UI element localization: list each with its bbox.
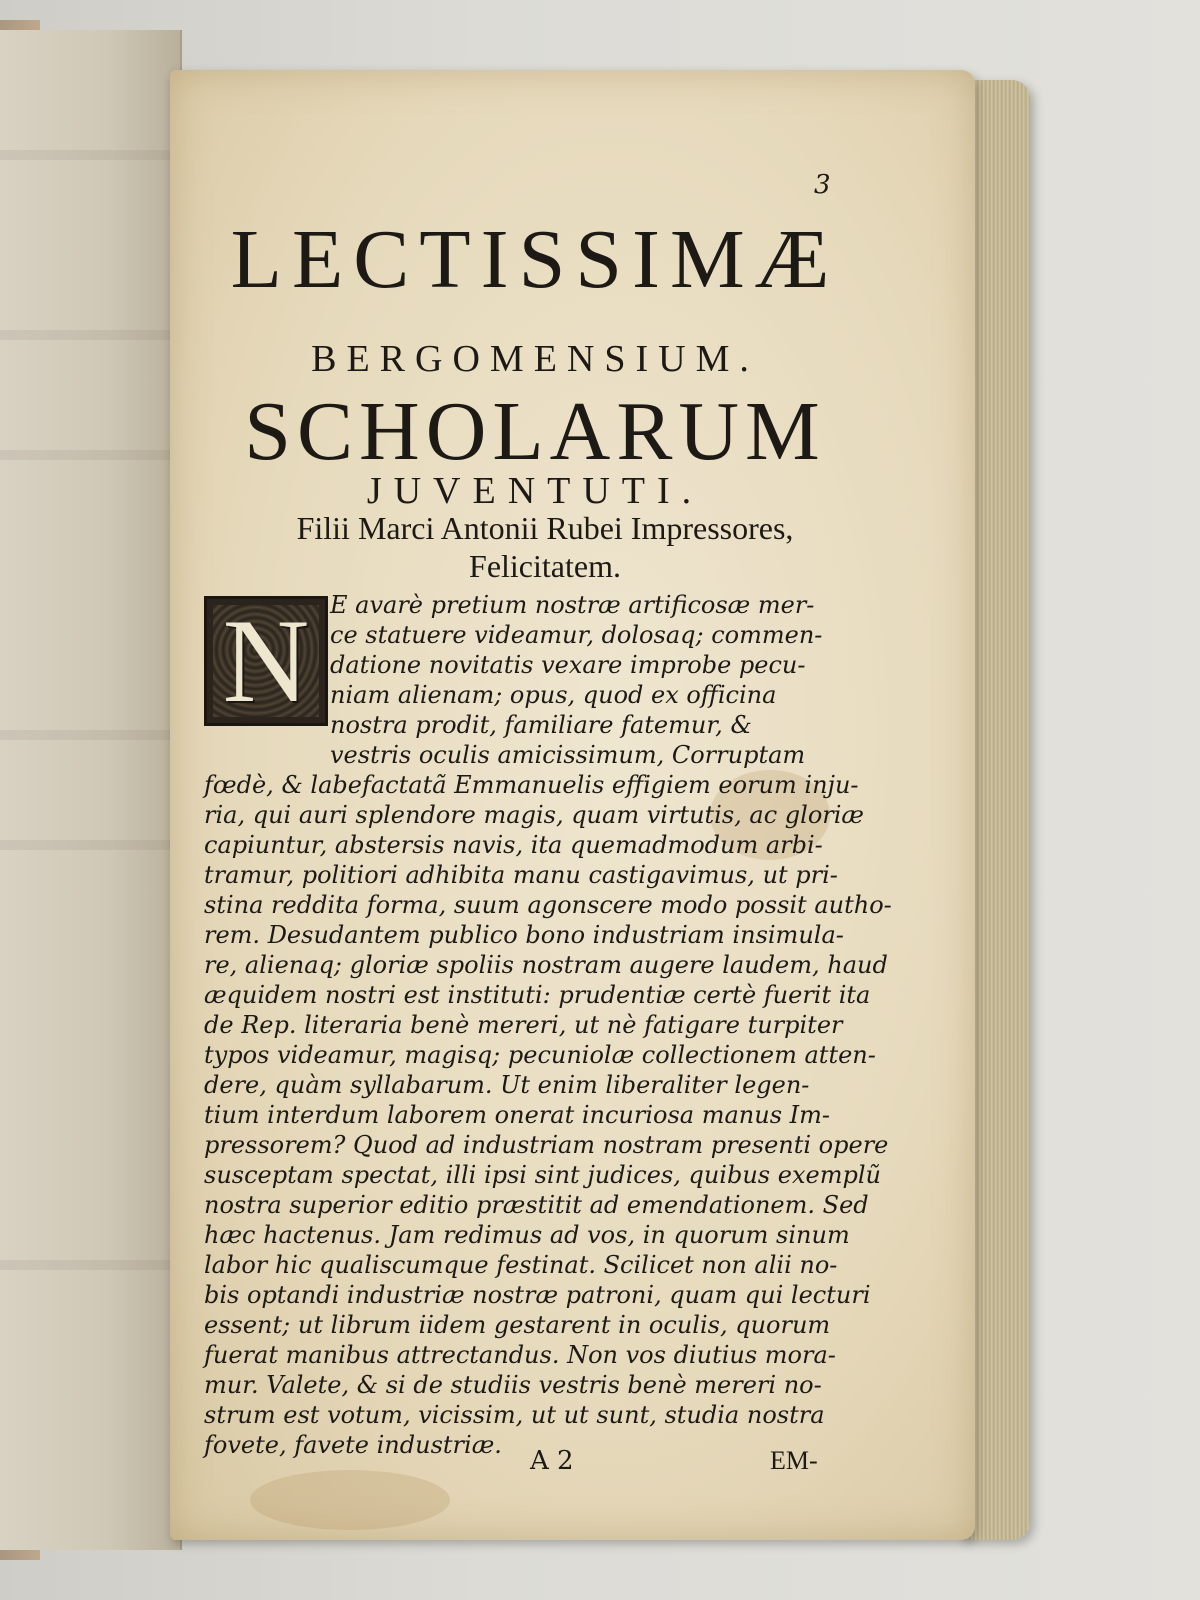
body-line: hæc hactenus. Jam redimus ad vos, in quorum sinum (204, 1221, 850, 1249)
body-line: susceptam spectat, illi ipsi sint judices, quibus exemplũ (204, 1161, 881, 1189)
body-line: fœdè, & labefactatã Emmanuelis effigiem eorum inju- (204, 771, 859, 799)
heading-line-3: SCHOLARUM (244, 385, 826, 478)
initial-letter: N (222, 596, 310, 726)
catchword: EM- (770, 1446, 818, 1475)
body-line: ria, qui auri splendore magis, quam virtutis, ac gloriæ (204, 801, 864, 829)
heading-line-5: Filii Marci Antonii Rubei Impressores, (296, 510, 794, 546)
body-text (204, 590, 892, 1460)
body-line: pressorem? Quod ad industriam nostram presenti opere (204, 1131, 889, 1159)
body-line: typos videamur, magisq; pecuniolæ collectionem atten- (204, 1041, 876, 1069)
signature-mark: A 2 (530, 1446, 574, 1476)
body-line: ce statuere videamur, dolosaq; commen- (330, 621, 823, 649)
body-line: æquidem nostri est instituti: prudentiæ certè fuerit ita (204, 981, 871, 1009)
body-line: nostra prodit, familiare fatemur, & (330, 711, 752, 739)
body-line: datione novitatis vexare improbe pecu- (330, 651, 806, 679)
body-line: tramur, politiori adhibita manu castigavimus, ut pri- (204, 861, 838, 889)
page-number: 3 (814, 170, 831, 200)
body-line: de Rep. literaria benè mereri, ut nè fatigare turpiter (204, 1011, 843, 1039)
body-line: re, alienaq; gloriæ spoliis nostram augere laudem, haud (204, 951, 888, 979)
body-line: nostra superior editio præstitit ad emendationem. Sed (204, 1191, 869, 1219)
body-line: stina reddita forma, suum agonscere modo possit autho- (204, 891, 892, 919)
body-line: essent; ut librum iidem gestarent in oculis, quorum (204, 1311, 831, 1339)
heading-line-2: BERGOMENSIUM. (311, 338, 759, 380)
body-line: vestris oculis amicissimum, Corruptam (330, 741, 806, 769)
heading-line-6: Felicitatem. (469, 548, 621, 584)
left-page (0, 30, 182, 1550)
body-line: mur. Valete, & si de studiis vestris benè mereri no- (204, 1371, 822, 1399)
body-line: capiuntur, abstersis navis, ita quemadmodum arbi- (204, 831, 823, 859)
body-line: rem. Desudantem publico bono industriam insimula- (204, 921, 844, 949)
heading-line-1: LECTISSIMÆ (230, 213, 840, 306)
body-line: bis optandi industriæ nostræ patroni, quam qui lecturi (204, 1281, 871, 1309)
body-line: labor hic qualiscumque festinat. Scilicet non alii no- (204, 1251, 838, 1279)
body-line: niam alienam; opus, quod ex officina (330, 681, 777, 709)
heading-line-4: JUVENTUTI. (366, 470, 704, 512)
body-line: fovete, favete industriæ. (204, 1431, 502, 1459)
book-page (170, 70, 975, 1540)
body-line: fuerat manibus attrectandus. Non vos diutius mora- (204, 1341, 836, 1369)
body-line: E avarè pretium nostræ artificosæ mer- (330, 591, 815, 619)
body-line: tium interdum laborem onerat incuriosa manus Im- (204, 1101, 831, 1129)
body-line: dere, quàm syllabarum. Ut enim liberaliter legen- (204, 1071, 810, 1099)
body-line: strum est votum, vicissim, ut ut sunt, studia nostra (204, 1401, 825, 1429)
